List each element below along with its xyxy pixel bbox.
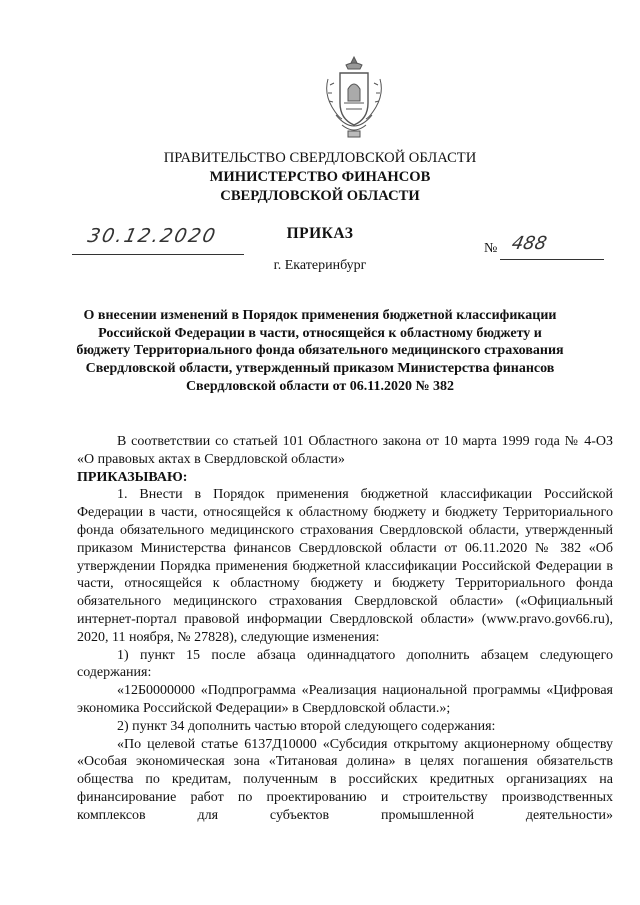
handwritten-number: 488 <box>509 233 549 254</box>
paragraph-quote-1: «12Б0000000 «Подпрограмма «Реализация национальной программы «Цифровая экономика Российской Федерации» в Свердловской области.»; <box>77 683 613 716</box>
ministry-region: СВЕРДЛОВСКОЙ ОБЛАСТИ <box>220 188 420 204</box>
coat-of-arms-emblem <box>322 55 386 143</box>
paragraph-item-1: 1. Внести в Порядок применения бюджетной классификации Российской Федерации в части, относящейся к областному бюджету и бюджету Территориального фонда обязательного медицинского страхования Свердловской области, утвержденный приказом Министерства финансов Свердловской области от 06.11.2020 № 382 «Об утверждении Порядка применения бюджетной классификации Российской Федерации в части, относящейся к областному бюджету и бюджету Территориального фонда обязательного медицинского страхования Свердловской области» («Официальный интернет-портал правовой информации Свердловской области» (www.pravo.gov66.ru), 2020, 11 ноября, № 27828), следующие изменения: <box>77 487 613 645</box>
document-type: ПРИКАЗ <box>286 225 354 242</box>
preamble-paragraph: В соответствии со статьей 101 Областного закона от 10 марта 1999 года № 4-ОЗ «О правовых актах в Свердловской области» <box>77 434 613 467</box>
handwritten-date: 30.12.2020 <box>85 225 220 247</box>
number-label: № <box>484 241 498 256</box>
paragraph-subitem-2: 2) пункт 34 дополнить частью второй следующего содержания: <box>117 718 496 734</box>
paragraph-subitem-1: 1) пункт 15 после абзаца одиннадцатого дополнить абзацем следующего содержания: <box>77 647 613 681</box>
paragraph-quote-2: «По целевой статье 6137Д10000 «Субсидия открытому акционерному обществу «Особая экономическая зона «Титановая долина» в целях погашения обязательств общества по кредитам, полученным в российских кредитных организациях на финансирование работ по проектированию и строительству производственных комплексов для субъектов промышленной деятельности» <box>77 736 613 823</box>
ministry-name: МИНИСТЕРСТВО ФИНАНСОВ <box>209 169 431 185</box>
city: г. Екатеринбург <box>273 258 367 273</box>
government-name: ПРАВИТЕЛЬСТВО СВЕРДЛОВСКОЙ ОБЛАСТИ <box>163 150 477 166</box>
document-body <box>77 433 613 825</box>
date-underline <box>72 254 244 255</box>
document-subject: О внесении изменений в Порядок применения бюджетной классификации Российской Федерации в части, относящейся к областному бюджету и бюджету Территориального фонда обязательного медицинского страхования Свердловской области, утвержденный приказом Министерства финансов Свердловской области от 06.11.2020 № 382 <box>76 308 564 394</box>
order-keyword: ПРИКАЗЫВАЮ: <box>77 469 188 485</box>
